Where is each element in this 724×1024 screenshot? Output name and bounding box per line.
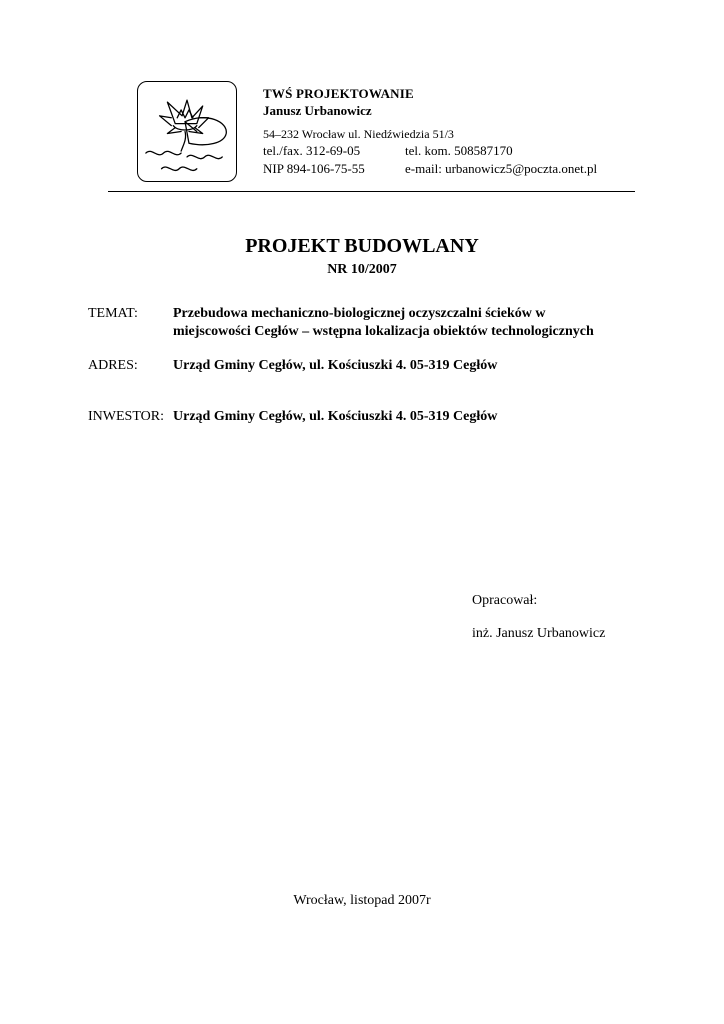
inwestor-label: INWESTOR: bbox=[88, 409, 164, 424]
firm-name: TWŚ PROJEKTOWANIE bbox=[263, 86, 414, 101]
firm-nip: NIP 894-106-75-55 bbox=[263, 161, 365, 176]
adres-value: Urząd Gminy Cegłów, ul. Kościuszki 4. 05-319 Cegłów bbox=[173, 358, 498, 373]
author-name: inż. Janusz Urbanowicz bbox=[472, 626, 606, 641]
adres-label: ADRES: bbox=[88, 358, 138, 373]
firm-address: 54–232 Wrocław ul. Niedźwiedzia 51/3 bbox=[263, 127, 454, 141]
document-number: NR 10/2007 bbox=[327, 262, 397, 277]
temat-label: TEMAT: bbox=[88, 306, 138, 321]
firm-tel-mobile: tel. kom. 508587170 bbox=[405, 143, 513, 158]
footer-place-date: Wrocław, listopad 2007r bbox=[293, 893, 431, 908]
firm-owner: Janusz Urbanowicz bbox=[263, 103, 372, 118]
header-divider bbox=[108, 191, 635, 192]
document-title: PROJEKT BUDOWLANY bbox=[245, 235, 479, 257]
author-label: Opracował: bbox=[472, 593, 538, 608]
temat-value-line-2: miejscowości Cegłów – wstępna lokalizacja obiektów technologicznych bbox=[173, 324, 594, 339]
temat-value-line-1: Przebudowa mechaniczno-biologicznej oczyszczalni ścieków w bbox=[173, 306, 546, 321]
water-lily-logo-icon bbox=[137, 81, 237, 182]
inwestor-value: Urząd Gminy Cegłów, ul. Kościuszki 4. 05-319 Cegłów bbox=[173, 409, 498, 424]
firm-email: e-mail: urbanowicz5@poczta.onet.pl bbox=[405, 161, 598, 176]
firm-tel-fax: tel./fax. 312-69-05 bbox=[263, 143, 361, 158]
